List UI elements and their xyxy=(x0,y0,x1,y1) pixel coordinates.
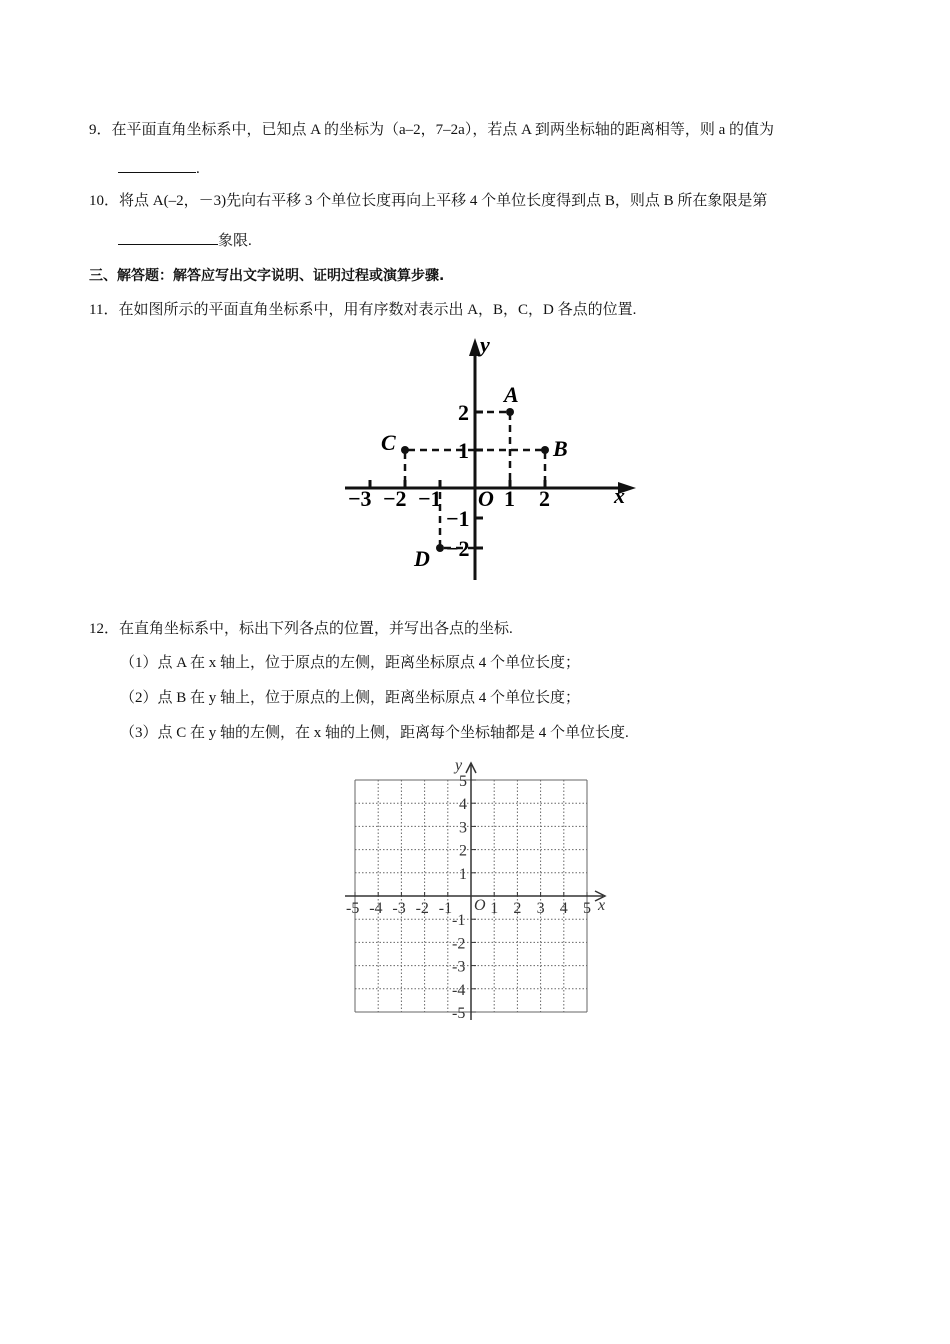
y-tick-label: 3 xyxy=(459,819,467,837)
question-12: 12．在直角坐标系中，标出下列各点的位置，并写出各点的坐标. xyxy=(89,621,513,637)
y-tick-label: -4 xyxy=(452,981,466,999)
section-heading: 三、解答题：解答应写出文字说明、证明过程或演算步骤. xyxy=(89,268,445,284)
point-label-C: C xyxy=(381,430,396,455)
y-tick-label: −1 xyxy=(446,506,470,531)
x-tick-label: −2 xyxy=(383,486,407,511)
y-tick-label: 5 xyxy=(459,773,467,790)
x-tick-label: -5 xyxy=(346,900,360,917)
y-tick-label: 4 xyxy=(459,796,467,814)
y-axis-label: y xyxy=(455,757,463,774)
question-12-part2: （2）点 B 在 y 轴上，位于原点的上侧，距离坐标原点 4 个单位长度； xyxy=(120,690,581,706)
point-D xyxy=(436,544,444,552)
question-9: 9．在平面直角坐标系中，已知点 A 的坐标为（a–2，7–2a），若点 A 到两坐标轴的距离相等，则 a 的值为 xyxy=(89,122,774,138)
x-tick-label: 2 xyxy=(539,486,550,511)
x-tick-label: 5 xyxy=(583,900,591,917)
x-tick-label: 1 xyxy=(504,486,515,511)
y-axis-label: y xyxy=(480,332,490,357)
point-A xyxy=(506,408,514,416)
y-tick-label: 2 xyxy=(458,400,469,425)
x-tick-label: 4 xyxy=(559,900,568,917)
x-tick-label: -2 xyxy=(415,900,429,917)
y-tick-label: -2 xyxy=(452,935,466,953)
x-tick-label: -4 xyxy=(369,900,383,917)
origin-label: O xyxy=(478,486,494,511)
point-C xyxy=(401,446,409,454)
question-12-part1: （1）点 A 在 x 轴上，位于原点的左侧，距离坐标原点 4 个单位长度； xyxy=(120,655,581,671)
y-tick-label: -3 xyxy=(452,958,466,976)
x-axis-label: x xyxy=(614,483,625,508)
y-tick-label: 2 xyxy=(459,842,467,860)
question-11: 11．在如图所示的平面直角坐标系中，用有序数对表示出 A，B，C，D 各点的位置. xyxy=(89,302,637,318)
y-tick-label: −2 xyxy=(446,536,470,561)
y-tick-label: 1 xyxy=(458,438,469,463)
x-tick-label: −3 xyxy=(348,486,372,511)
question-9-answer[interactable]: . xyxy=(118,158,200,178)
x-tick-label: 1 xyxy=(490,900,499,917)
x-tick-label: -1 xyxy=(438,900,453,917)
x-tick-label: 2 xyxy=(513,900,522,917)
point-label-B: B xyxy=(553,436,568,461)
point-B xyxy=(541,446,549,454)
question-12-part3: （3）点 C 在 y 轴的左侧，在 x 轴的上侧，距离每个坐标轴都是 4 个单位长度. xyxy=(120,725,629,741)
point-label-D: D xyxy=(414,546,430,571)
x-tick-label: −1 xyxy=(418,486,442,511)
x-tick-label: -3 xyxy=(392,900,406,917)
x-axis-label: x xyxy=(598,897,606,914)
x-tick-label: 3 xyxy=(536,900,545,917)
question-10: 10．将点 A(–2，－3)先向右平移 3 个单位长度再向上平移 4 个单位长度得到点 B，则点 B 所在象限是第 xyxy=(89,193,768,209)
y-tick-label: -5 xyxy=(452,1005,466,1022)
y-tick-label: 1 xyxy=(459,865,467,883)
y-tick-label: -1 xyxy=(452,912,466,930)
origin-label: O xyxy=(474,897,486,914)
point-label-A: A xyxy=(504,382,519,407)
question-10-answer[interactable]: 象限. xyxy=(118,229,252,250)
